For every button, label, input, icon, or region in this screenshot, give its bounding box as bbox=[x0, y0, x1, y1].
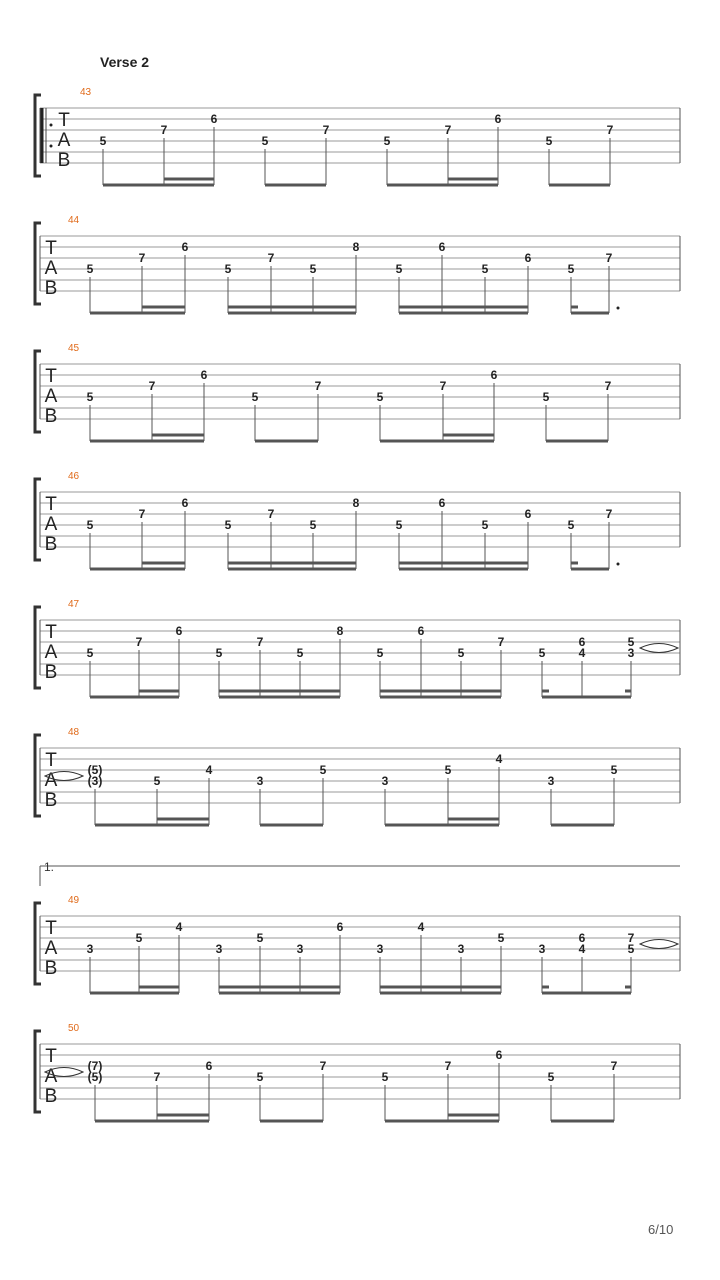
fret-number: 7 bbox=[160, 123, 168, 137]
tab-clef-letter: A bbox=[44, 938, 58, 959]
fret-number: 6 bbox=[494, 112, 502, 126]
fret-number: 3 bbox=[538, 942, 546, 956]
fret-number: 8 bbox=[336, 624, 344, 638]
fret-number: 7 bbox=[605, 507, 613, 521]
fret-number: 5 bbox=[224, 262, 232, 276]
fret-number: 5 bbox=[383, 134, 391, 148]
fret-number: 5 bbox=[261, 134, 269, 148]
fret-number: (3) bbox=[87, 774, 103, 788]
fret-number: 4 bbox=[417, 920, 425, 934]
fret-number: 7 bbox=[497, 635, 505, 649]
fret-number: 6 bbox=[336, 920, 344, 934]
tab-clef-letter: T bbox=[45, 238, 57, 259]
tab-clef-letter: T bbox=[45, 622, 57, 643]
fret-number: 5 bbox=[224, 518, 232, 532]
fret-number: 7 bbox=[267, 507, 275, 521]
fret-number: 7 bbox=[319, 1059, 327, 1073]
measure-49 bbox=[35, 895, 680, 993]
fret-number: 3 bbox=[296, 942, 304, 956]
fret-number: 3 bbox=[547, 774, 555, 788]
tab-clef-letter: B bbox=[44, 278, 58, 299]
tab-clef-letter: T bbox=[45, 366, 57, 387]
fret-number: 7 bbox=[256, 635, 264, 649]
fret-number: 5 bbox=[256, 1070, 264, 1084]
measure-50 bbox=[35, 1023, 680, 1121]
fret-number: 7 bbox=[267, 251, 275, 265]
tab-clef-letter: B bbox=[44, 662, 58, 683]
section-title: Verse 2 bbox=[100, 54, 150, 70]
measure-number: 44 bbox=[68, 215, 80, 226]
tab-clef-letter: B bbox=[44, 790, 58, 811]
fret-number: 3 bbox=[86, 942, 94, 956]
fret-number: 5 bbox=[215, 646, 223, 660]
tab-clef-letter: A bbox=[57, 130, 71, 151]
fret-number: 6 bbox=[495, 1048, 503, 1062]
fret-number: 5 bbox=[86, 518, 94, 532]
measure-number: 48 bbox=[68, 727, 80, 738]
fret-number: 5 bbox=[381, 1070, 389, 1084]
fret-number: 5 bbox=[153, 774, 161, 788]
measure-number: 45 bbox=[68, 343, 80, 354]
fret-number: 5 bbox=[610, 763, 618, 777]
fret-number: 3 bbox=[215, 942, 223, 956]
fret-number: (5) bbox=[87, 1070, 103, 1084]
fret-number: 5 bbox=[497, 931, 505, 945]
fret-number: 7 bbox=[439, 379, 447, 393]
fret-number: 5 bbox=[376, 646, 384, 660]
fret-number: 6 bbox=[490, 368, 498, 382]
fret-number: 7 bbox=[138, 251, 146, 265]
fret-number: 6 bbox=[200, 368, 208, 382]
fret-number: (7) bbox=[87, 1059, 103, 1073]
measure-number: 49 bbox=[68, 895, 80, 906]
fret-number: 5 bbox=[545, 134, 553, 148]
fret-number: 5 bbox=[395, 518, 403, 532]
fret-number: 5 bbox=[457, 646, 465, 660]
fret-number: 6 bbox=[181, 240, 189, 254]
fret-number: 6 bbox=[210, 112, 218, 126]
fret-number: 5 bbox=[395, 262, 403, 276]
fret-number: 5 bbox=[86, 262, 94, 276]
fret-number: 5 bbox=[481, 262, 489, 276]
fret-number: 7 bbox=[605, 251, 613, 265]
fret-number: 7 bbox=[610, 1059, 618, 1073]
measure-43 bbox=[35, 87, 680, 185]
fret-number: 7 bbox=[627, 931, 635, 945]
tab-clef-letter: T bbox=[45, 918, 57, 939]
fret-number: 6 bbox=[181, 496, 189, 510]
fret-number: 7 bbox=[444, 1059, 452, 1073]
fret-number: 3 bbox=[627, 646, 635, 660]
fret-number: 5 bbox=[444, 763, 452, 777]
measure-number: 50 bbox=[68, 1023, 80, 1034]
fret-number: 5 bbox=[251, 390, 259, 404]
measure-44 bbox=[35, 215, 680, 313]
fret-number: 4 bbox=[495, 752, 503, 766]
fret-number: 4 bbox=[205, 763, 213, 777]
fret-number: 7 bbox=[138, 507, 146, 521]
fret-number: 7 bbox=[148, 379, 156, 393]
dot bbox=[617, 563, 620, 566]
measure-48 bbox=[35, 727, 680, 825]
fret-number: 5 bbox=[376, 390, 384, 404]
fret-number: 4 bbox=[175, 920, 183, 934]
fret-number: 6 bbox=[438, 240, 446, 254]
fret-number: 5 bbox=[86, 390, 94, 404]
fret-number: 6 bbox=[578, 635, 586, 649]
measure-46 bbox=[35, 471, 680, 569]
repeat-dot bbox=[50, 145, 53, 148]
fret-number: 5 bbox=[309, 518, 317, 532]
fret-number: 6 bbox=[578, 931, 586, 945]
fret-number: 7 bbox=[314, 379, 322, 393]
fret-number: 6 bbox=[205, 1059, 213, 1073]
fret-number: 6 bbox=[524, 507, 532, 521]
fret-number: 5 bbox=[567, 518, 575, 532]
tab-clef-letter: B bbox=[44, 534, 58, 555]
fret-number: 5 bbox=[256, 931, 264, 945]
fret-number: 6 bbox=[417, 624, 425, 638]
fret-number: 3 bbox=[376, 942, 384, 956]
fret-number: 6 bbox=[524, 251, 532, 265]
fret-number: 7 bbox=[135, 635, 143, 649]
tab-clef-letter: B bbox=[44, 406, 58, 427]
fret-number: 5 bbox=[296, 646, 304, 660]
dot bbox=[617, 307, 620, 310]
fret-number: 5 bbox=[567, 262, 575, 276]
fret-number: 6 bbox=[175, 624, 183, 638]
tab-clef-letter: A bbox=[44, 258, 58, 279]
fret-number: 5 bbox=[86, 646, 94, 660]
tab-clef-letter: A bbox=[44, 386, 58, 407]
fret-number: 5 bbox=[627, 635, 635, 649]
tab-clef-letter: A bbox=[44, 1066, 58, 1087]
measure-number: 43 bbox=[80, 87, 92, 98]
fret-number: 5 bbox=[99, 134, 107, 148]
fret-number: 4 bbox=[578, 942, 586, 956]
fret-number: 3 bbox=[457, 942, 465, 956]
fret-number: 5 bbox=[309, 262, 317, 276]
tie-out bbox=[640, 644, 678, 653]
fret-number: 7 bbox=[322, 123, 330, 137]
fret-number: 5 bbox=[481, 518, 489, 532]
fret-number: 7 bbox=[606, 123, 614, 137]
fret-number: 5 bbox=[627, 942, 635, 956]
fret-number: 5 bbox=[135, 931, 143, 945]
fret-number: 7 bbox=[153, 1070, 161, 1084]
page-number: 6/10 bbox=[648, 1222, 674, 1237]
measure-47 bbox=[35, 599, 680, 697]
tie-out bbox=[640, 940, 678, 949]
fret-number: 3 bbox=[256, 774, 264, 788]
repeat-dot bbox=[50, 124, 53, 127]
measure-number: 46 bbox=[68, 471, 80, 482]
fret-number: 5 bbox=[319, 763, 327, 777]
fret-number: 5 bbox=[538, 646, 546, 660]
fret-number: 7 bbox=[444, 123, 452, 137]
volta-label: 1. bbox=[44, 860, 55, 874]
tab-clef-letter: T bbox=[45, 1046, 57, 1067]
tab-clef-letter: A bbox=[44, 642, 58, 663]
tab-clef-letter: B bbox=[44, 958, 58, 979]
measure-45 bbox=[35, 343, 680, 441]
tab-clef-letter: T bbox=[58, 110, 70, 131]
volta-bracket bbox=[40, 860, 680, 886]
measure-number: 47 bbox=[68, 599, 80, 610]
tab-clef-letter: T bbox=[45, 494, 57, 515]
fret-number: (5) bbox=[87, 763, 103, 777]
fret-number: 6 bbox=[438, 496, 446, 510]
fret-number: 5 bbox=[547, 1070, 555, 1084]
fret-number: 4 bbox=[578, 646, 586, 660]
tab-clef-letter: A bbox=[44, 770, 58, 791]
tab-clef-letter: A bbox=[44, 514, 58, 535]
tab-clef-letter: B bbox=[44, 1086, 58, 1107]
tab-clef-letter: B bbox=[57, 150, 71, 171]
fret-number: 8 bbox=[352, 240, 360, 254]
tab-clef-letter: T bbox=[45, 750, 57, 771]
fret-number: 7 bbox=[604, 379, 612, 393]
fret-number: 5 bbox=[542, 390, 550, 404]
fret-number: 3 bbox=[381, 774, 389, 788]
fret-number: 8 bbox=[352, 496, 360, 510]
